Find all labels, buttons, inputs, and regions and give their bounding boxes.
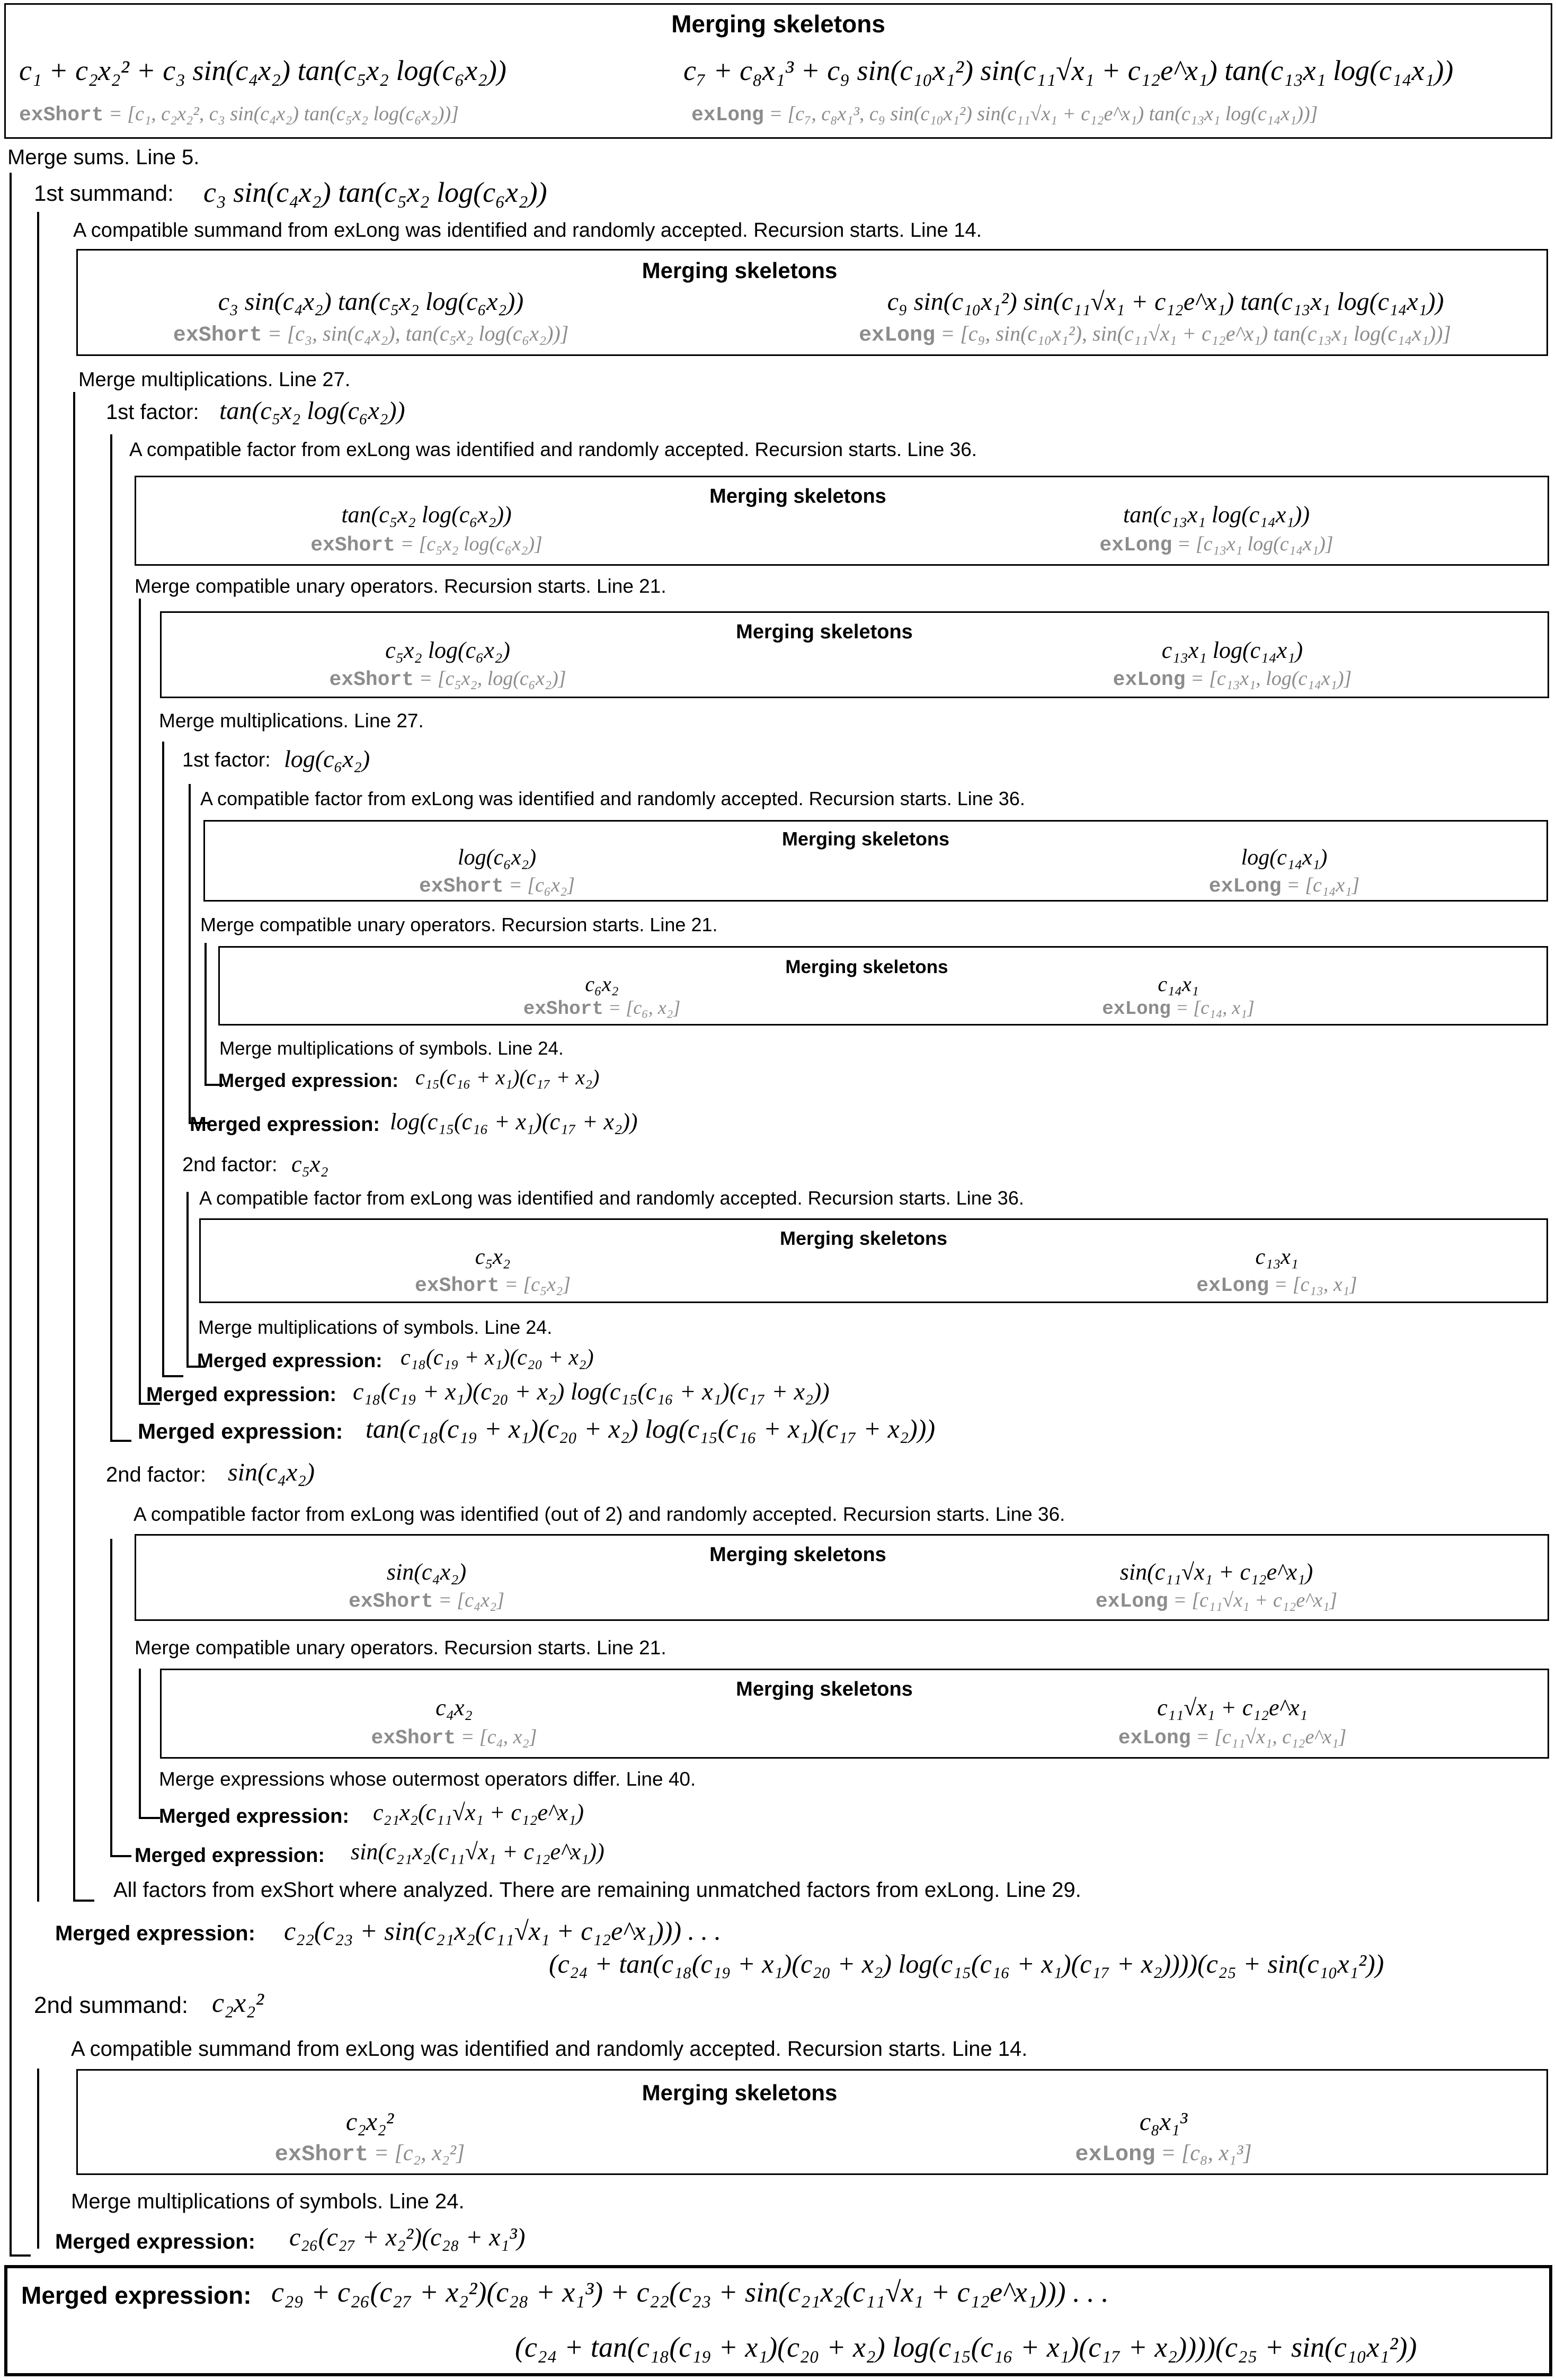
indent-rail (162, 742, 164, 1377)
merged-expression: tan(c₁₈(c₁₉ + x₁)(c₂₀ + x₂) log(c₁₅(c₁₆ + x₁)(c₁₇ + x₂))) (366, 1414, 936, 1443)
merged-expression-label: Merged expression: (190, 1113, 380, 1136)
indent-rail (37, 2069, 39, 2249)
exlong-list: exLong = [c₁₃x₁ log(c₁₄x₁)] (1099, 533, 1333, 557)
exshort-list: exShort = [c₆, x₂] (523, 997, 681, 1020)
indent-rail (139, 1669, 141, 1819)
exshort-list: exShort = [c₅x₂, log(c₆x₂)] (329, 667, 566, 691)
exlong-list: exLong = [c₁₄, x₁] (1102, 997, 1255, 1020)
exlong-expression: c₁₃x₁ (1255, 1245, 1299, 1269)
exshort-expression: sin(c₄x₂) (386, 1559, 467, 1585)
outer-operators-step: Merge expressions whose outermost operators differ. Line 40. (159, 1768, 696, 1790)
exlong-expression: c₉ sin(c₁₀x₁²) sin(c₁₁√x₁ + c₁₂e^x₁) tan(c₁₃x₁ log(c₁₄x₁)) (887, 288, 1444, 316)
merging-title: Merging skeletons (709, 1544, 886, 1566)
merged-expression-label: Merged expression: (218, 1069, 399, 1091)
symbols-step: Merge multiplications of symbols. Line 24. (219, 1038, 564, 1059)
merged-expression-label: Merged expression: (138, 1419, 343, 1443)
final-merged-label: Merged expression: (21, 2281, 252, 2309)
exlong-expression: c₁₄x₁ (1158, 972, 1199, 996)
f1b-compatible-note: A compatible factor from exLong was identified and randomly accepted. Recursion starts. Line 36. (200, 788, 1025, 809)
exshort-list: exShort = [c₄x₂] (348, 1589, 505, 1613)
exlong-list: exLong = [c₉, sin(c₁₀x₁²), sin(c₁₁√x₁ + c₁₂e^x₁) tan(c₁₃x₁ log(c₁₄x₁))] (859, 322, 1451, 347)
exshort-expression: c₁ + c₂x₂² + c₃ sin(c₄x₂) tan(c₅x₂ log(c₆x₂)) (19, 55, 506, 86)
merge-sums-step: Merge sums. Line 5. (7, 146, 200, 169)
final-merged-expression-continued: (c₂₄ + tan(c₁₈(c₁₉ + x₁)(c₂₀ + x₂) log(c₁₅(c₁₆ + x₁)(c₁₇ + x₂))))(c₂₅ + sin(c₁₀x₁²)) (515, 2331, 1417, 2363)
merged-expression-label: Merged expression: (55, 1922, 255, 1945)
indent-rail (189, 784, 191, 1123)
merged-expression-label: Merged expression: (159, 1805, 349, 1828)
merging-title: Merging skeletons (709, 485, 886, 507)
exshort-expression: c₄x₂ (435, 1695, 473, 1721)
exlong-list: exLong = [c₁₃x₁, log(c₁₄x₁)] (1113, 667, 1352, 691)
exlong-list: exLong = [c₇, c₈x₁³, c₉ sin(c₁₀x₁²) sin(c₁₁√x₁ + c₁₂e^x₁) tan(c₁₃x₁ log(c₁₄x₁))] (691, 103, 1318, 127)
indent-rail (37, 212, 39, 1902)
symbols-step: Merge multiplications of symbols. Line 24. (71, 2190, 465, 2213)
exlong-expression: tan(c₁₃x₁ log(c₁₄x₁)) (1123, 502, 1310, 528)
factor2-expression: sin(c₄x₂) (228, 1458, 315, 1486)
indent-rail (110, 1539, 112, 1857)
f1-compatible-note: A compatible factor from exLong was identified and randomly accepted. Recursion starts. Line 36. (129, 439, 977, 460)
merged-expression: c₂₆(c₂₇ + x₂²)(c₂₈ + x₁³) (289, 2223, 526, 2251)
merged-expression: c₂₂(c₂₃ + sin(c₂₁x₂(c₁₁√x₁ + c₁₂e^x₁))) . . . (284, 1916, 721, 1946)
exshort-list: exShort = [c₁, c₂x₂², c₃ sin(c₄x₂) tan(c₅x₂ log(c₆x₂))] (19, 103, 459, 127)
indent-rail (110, 434, 112, 1441)
merged-expression: log(c₁₅(c₁₆ + x₁)(c₁₇ + x₂)) (390, 1109, 638, 1135)
exlong-expression: c₁₁√x₁ + c₁₂e^x₁ (1157, 1695, 1308, 1721)
factor1-expression: tan(c₅x₂ log(c₆x₂)) (219, 397, 405, 425)
merging-title: Merging skeletons (736, 1678, 913, 1700)
indent-rail (186, 1192, 189, 1367)
exshort-list: exShort = [c₃, sin(c₄x₂), tan(c₅x₂ log(c₆x₂))] (173, 322, 569, 347)
factor1b-expression: log(c₆x₂) (284, 745, 370, 772)
indent-tick (110, 1440, 131, 1442)
f2b-compatible-note: A compatible factor from exLong was identified and randomly accepted. Recursion starts. Line 36. (199, 1187, 1024, 1209)
exlong-list: exLong = [c₁₃, x₁] (1196, 1273, 1357, 1297)
exshort-list: exShort = [c₅x₂ log(c₆x₂)] (310, 533, 543, 557)
indent-rail (139, 599, 141, 1404)
unary-operators-step: Merge compatible unary operators. Recursion starts. Line 21. (135, 575, 666, 597)
summand1-label: 1st summand: (34, 181, 174, 206)
indent-rail (73, 392, 75, 1902)
exlong-expression: c₁₃x₁ log(c₁₄x₁) (1161, 637, 1303, 663)
merged-expression: sin(c₂₁x₂(c₁₁√x₁ + c₁₂e^x₁)) (351, 1839, 604, 1865)
exshort-list: exShort = [c₅x₂] (414, 1273, 571, 1297)
f2-compatible-note: A compatible factor from exLong was identified (out of 2) and randomly accepted. Recursion starts. Line 36. (134, 1503, 1065, 1525)
merging-title: Merging skeletons (781, 828, 950, 850)
s1-compatible-note: A compatible summand from exLong was identified and randomly accepted. Recursion starts. Line 14. (73, 219, 982, 242)
exshort-expression: tan(c₅x₂ log(c₆x₂)) (341, 502, 512, 528)
exshort-list: exShort = [c₆x₂] (419, 874, 575, 898)
unary-operators-step: Merge compatible unary operators. Recursion starts. Line 21. (135, 1637, 666, 1659)
exshort-expression: c₃ sin(c₄x₂) tan(c₅x₂ log(c₆x₂)) (218, 288, 524, 316)
exlong-list: exLong = [c₁₄x₁] (1208, 874, 1360, 898)
exshort-expression: c₅x₂ log(c₆x₂) (385, 637, 510, 663)
factor2b-label: 2nd factor: (182, 1154, 278, 1176)
exlong-expression: sin(c₁₁√x₁ + c₁₂e^x₁) (1119, 1559, 1313, 1585)
factor2-label: 2nd factor: (106, 1463, 207, 1486)
indent-tick (110, 1855, 131, 1857)
merging-title: Merging skeletons (779, 1227, 948, 1249)
exshort-list: exShort = [c₄, x₂] (371, 1726, 537, 1750)
merged-expression: c₁₅(c₁₆ + x₁)(c₁₇ + x₂) (415, 1065, 600, 1089)
summand2-label: 2nd summand: (34, 1992, 189, 2018)
merging-title: Merging skeletons (642, 258, 838, 283)
factor1-label: 1st factor: (106, 400, 199, 424)
exshort-expression: log(c₆x₂) (457, 845, 537, 870)
exlong-list: exLong = [c₁₁√x₁ + c₁₂e^x₁] (1095, 1589, 1338, 1613)
merging-title: Merging skeletons (671, 10, 885, 38)
merged-expression-label: Merged expression: (55, 2230, 255, 2253)
merged-expression-continued: (c₂₄ + tan(c₁₈(c₁₉ + x₁)(c₂₀ + x₂) log(c₁₅(c₁₆ + x₁)(c₁₇ + x₂))))(c₂₅ + sin(c₁₀x₁²)) (549, 1949, 1384, 1978)
merged-expression-label: Merged expression: (135, 1844, 325, 1867)
exlong-list: exLong = [c₈, x₁³] (1075, 2141, 1252, 2167)
indent-tick (10, 2254, 31, 2257)
exshort-expression: c₆x₂ (585, 972, 619, 996)
merged-expression: c₁₈(c₁₉ + x₁)(c₂₀ + x₂) log(c₁₅(c₁₆ + x₁)(c₁₇ + x₂)) (353, 1378, 830, 1405)
symbols-step: Merge multiplications of symbols. Line 24. (198, 1316, 553, 1338)
exlong-expression: c₈x₁³ (1139, 2108, 1188, 2136)
merged-expression: c₁₈(c₁₉ + x₁)(c₂₀ + x₂) (401, 1345, 594, 1370)
merging-title: Merging skeletons (642, 2080, 838, 2105)
exlong-list: exLong = [c₁₁√x₁, c₁₂e^x₁] (1118, 1726, 1347, 1750)
indent-rail (10, 173, 12, 2257)
indent-tick (73, 1900, 94, 1902)
s2-compatible-note: A compatible summand from exLong was identified and randomly accepted. Recursion starts. Line 14. (71, 2037, 1028, 2061)
indent-rail (204, 943, 207, 1086)
exlong-expression: c₇ + c₈x₁³ + c₉ sin(c₁₀x₁²) sin(c₁₁√x₁ + c₁₂e^x₁) tan(c₁₃x₁ log(c₁₄x₁)) (683, 55, 1454, 86)
merged-expression: c₂₁x₂(c₁₁√x₁ + c₁₂e^x₁) (373, 1799, 584, 1825)
summand1-expression: c₃ sin(c₄x₂) tan(c₅x₂ log(c₆x₂)) (203, 176, 547, 208)
indent-tick (139, 1817, 160, 1819)
summand2-expression: c₂x₂² (212, 1988, 264, 2018)
unary-operators-step: Merge compatible unary operators. Recursion starts. Line 21. (200, 914, 718, 935)
exshort-list: exShort = [c₂, x₂²] (274, 2141, 465, 2167)
all-factors-step: All factors from exShort where analyzed. There are remaining unmatched factors from exLong. Line 29. (113, 1878, 1081, 1902)
exlong-expression: log(c₁₄x₁) (1241, 845, 1328, 870)
factor2b-expression: c₅x₂ (291, 1151, 328, 1177)
indent-tick (162, 1375, 183, 1377)
exshort-expression: c₅x₂ (475, 1245, 511, 1269)
merging-title: Merging skeletons (785, 957, 948, 977)
exshort-expression: c₂x₂² (345, 2108, 394, 2136)
merge-multiplications-step: Merge multiplications. Line 27. (159, 710, 424, 732)
factor1b-label: 1st factor: (182, 749, 271, 771)
merged-expression-label: Merged expression: (146, 1384, 336, 1406)
final-merged-expression: c₂₉ + c₂₆(c₂₇ + x₂²)(c₂₈ + x₁³) + c₂₂(c₂₃ + sin(c₂₁x₂(c₁₁√x₁ + c₁₂e^x₁))) . . . (271, 2276, 1109, 2308)
merged-expression-label: Merged expression: (197, 1350, 383, 1371)
merge-multiplications-step: Merge multiplications. Line 27. (78, 369, 351, 391)
merging-title: Merging skeletons (736, 621, 913, 643)
